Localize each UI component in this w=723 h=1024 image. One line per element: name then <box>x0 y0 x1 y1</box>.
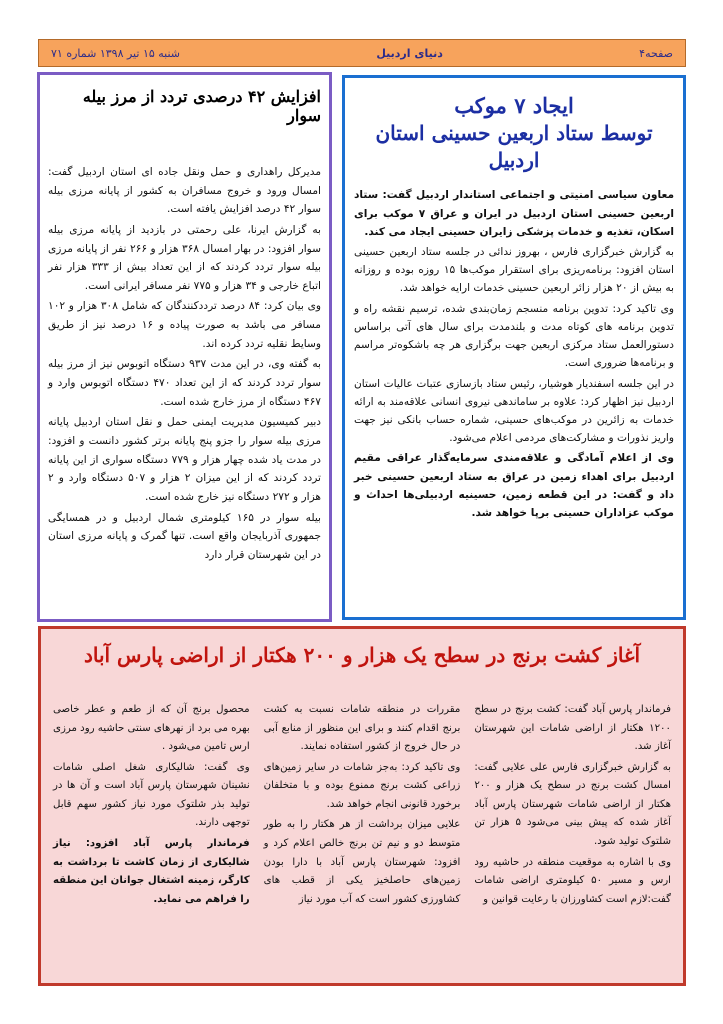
paragraph: به گفته وی، در این مدت ۹۳۷ دستگاه اتوبوس نیز از مرز بیله سوار تردد کردند که از این تعداد ۴۷۰ دستگاه اتوبوس وارد و ۴۶۷ دستگاه از مرز خارج شده است. <box>48 358 321 408</box>
paragraph: وی بیان کرد: ۸۴ درصد ترددکنندگان که شامل ۳۰۸ هزار و ۱۰۲ مسافر می باشد به صورت پیاده و ۱۶ درصد نیز از طریق وسایط نقلیه تردد کرده اند. <box>48 300 322 350</box>
paragraph: وی تاکید کرد: به‌جز شامات در سایر زمین‌های زراعی کشت برنج ممنوع بوده و با متخلفان برخورد قانونی انجام خواهد شد. <box>263 761 461 810</box>
page-header <box>38 39 686 67</box>
article-mokeb-title-line1: ایجاد ۷ موکب <box>454 93 574 118</box>
paragraph: بیله سوار در ۱۶۵ کیلومتری شمال اردبیل و در همسایگی جمهوری آذربایجان واقع است. تنها گمرک و پایانه مرزی استان در این شهرستان قرار دارد <box>48 511 321 561</box>
article-rice-columns <box>49 701 675 911</box>
paragraph: به گزارش خبرگزاری فارس علی علایی گفت: امسال کشت برنج در سطح یک هزار و ۲۰۰ هکتار از اراضی شامات شهرستان پارس آباد آغاز شده که پیش بینی می‌شود ۵ هزار تن شلتوک تولید شود. <box>474 761 671 847</box>
paragraph: مقررات در منطقه شامات نسبت به کشت برنج اقدام کنند و برای این منظور از منابع آبی در حال خروج از کشور استفاده نمایند. <box>263 704 461 753</box>
paragraph: فرماندار پارس آباد گفت: کشت برنج در سطح ۱۲۰۰ هکتار از اراضی شامات این شهرستان آغاز شد. <box>474 704 671 753</box>
column-1 <box>474 701 671 911</box>
paragraph: به گزارش خبرگزاری فارس ، بهروز ندائی در جلسه ستاد اربعین حسینی استان افزود: برنامه‌ریزی برای استقرار موکب‌ها ۱۵ روزه بوده و روزانه به بیش از ۲۰ هزار زائر اربعین حسینی خدمات ارایه خواهد شد. <box>354 246 674 295</box>
paragraph: مدیرکل راهداری و حمل ونقل جاده ای استان اردبیل گفت: امسال ورود و خروج مسافران به کشور از پایانه مرزی بیله سوار ۴۲ درصد افزایش یافته است. <box>48 166 321 216</box>
article-border-body <box>48 163 321 564</box>
paragraph: علایی میزان برداشت از هر هکتار را به طور متوسط دو و نیم تن برنج خالص اعلام کرد و افزود: شهرستان پارس آباد با دارا بودن زمین‌های حاصلخیز یکی از قطب های کشاورزی کشور است که آب مورد نیاز <box>263 819 461 905</box>
paragraph: به گزارش ایرنا، علی رحمتی در بازدید از پایانه مرزی بیله سوار افزود: در بهار امسال ۳۶۸ هزار و ۲۶۶ نفر از پایانه مرزی بیله سوار تردد کردند که از این تعداد بیش از ۳۳۳ هزار نفر اتباع خارجی و ۳۴ هزار و ۷۷۵ نفر مسافر ایرانی است. <box>48 223 321 292</box>
article-mokeb-title-line2: توسط ستاد اربعین حسینی استان اردبیل <box>375 121 653 173</box>
column-2 <box>264 701 461 911</box>
column-3 <box>53 701 250 911</box>
page-number: صفحه۴ <box>639 46 673 60</box>
article-rice-title: آغاز کشت برنج در سطح یک هزار و ۲۰۰ هکتار از اراضی پارس آباد <box>83 643 641 667</box>
paragraph: وی با اشاره به موقعیت منطقه در حاشیه رود ارس و مسیر ۵۰ کیلومتری اراضی شامات گفت:لازم است کشاورزان با رعایت قوانین و <box>474 856 672 905</box>
article-mokeb <box>342 75 686 620</box>
publication-name: دنیای اردبیل <box>376 46 443 60</box>
paragraph: معاون سیاسی امنیتی و اجتماعی استاندار اردبیل گفت: ستاد اربعین حسینی استان اردبیل در ایران و عراق ۷ موکب برای اسکان، تغذیه و خدمات پزشکی زایران حسینی ایجاد می کند. <box>354 189 674 238</box>
paragraph: دبیر کمیسیون مدیریت ایمنی حمل و نقل استان اردبیل پایانه مرزی بیله سوار را جزو پنج پایانه برتر کشور دانست و افزود: در مدت یاد شده چهار هزار و ۷۷۹ دستگاه سواری از این پایانه تردد کردند که از این میزان ۲ هزار و ۵۰۷ دستگاه وارد و ۲ هزار و ۲۷۲ دستگاه نیز خارج شده است. <box>48 416 321 503</box>
paragraph: وی از اعلام آمادگی و علاقه‌مندی سرمایه‌گذار عراقی مقیم اردبیل برای اهداء زمین در عراق به ستاد اربعین حسینی خبر داد و گفت: در این قطعه زمین، حسینیه اردبیلی‌ها احداث و موکب عزاداران حسینی برپا خواهد شد. <box>354 452 674 520</box>
paragraph: وی تاکید کرد: تدوین برنامه منسجم زمان‌بندی شده، ترسیم نقشه راه و تدوین برنامه های کوتاه مدت و بلندمدت برای سال های آتی براساس دستورالعمل ستاد مرکزی اربعین جهت برگزاری هر چه باشکوه‌تر مراسم و برنامه‌ها ضروری است. <box>354 302 674 370</box>
article-border-title: افزایش ۴۲ درصدی تردد از مرز بیله سوار <box>82 87 321 125</box>
article-rice <box>38 626 686 986</box>
issue-date: شنبه ۱۵ تیر ۱۳۹۸ شماره ۷۱ <box>51 46 181 60</box>
article-border-crossing <box>37 72 332 622</box>
paragraph: در این جلسه اسفندیار هوشیار، رئیس ستاد بازسازی عتبات عالیات استان اردبیل نیز اظهار کرد: علاوه بر ساماندهی نیروی انسانی علاقه‌مند به ارائه خدمات به زائرین در موکب‌های حسینی، شماره حساب بانکی نیز جهت واریز نذورات و مشارکت‌های مردمی اعلام می‌شود. <box>354 377 674 445</box>
article-mokeb-body <box>354 186 674 522</box>
paragraph: محصول برنج آن که از طعم و عطر خاصی بهره می برد از نهرهای سنتی حاشیه رود مرزی ارس تامین می‌شود . <box>52 704 250 753</box>
paragraph: وی گفت: شالیکاری شغل اصلی شامات نشینان شهرستان پارس آباد است و آن ها در تولید بذر شلتوک مورد نیاز کشور سهم قابل توجهی دارند. <box>52 761 250 829</box>
paragraph: فرماندار پارس آباد افزود: نیاز شالیکاری از زمان کاشت تا برداشت به کارگر، زمینه اشتغال جوانان این منطقه را فراهم می نماید. <box>52 837 250 905</box>
